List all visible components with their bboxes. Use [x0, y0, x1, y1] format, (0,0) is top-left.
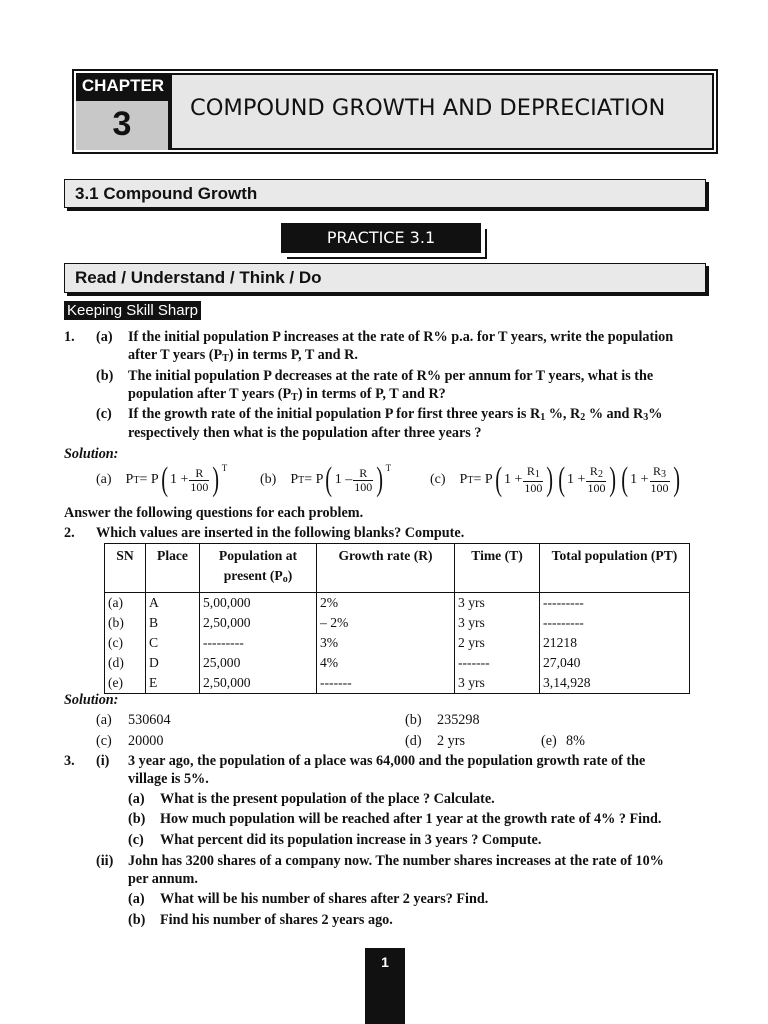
table-cell: A — [146, 593, 200, 614]
answer-d-label: (d) — [405, 733, 422, 749]
instructions: Answer the following questions for each problem. — [64, 505, 364, 521]
table-cell: 3% — [317, 633, 455, 653]
section-title: 3.1 Compound Growth — [64, 179, 706, 208]
answer-b: 235298 — [437, 712, 480, 728]
keeping-skill-sharp-label: Keeping Skill Sharp — [64, 301, 201, 320]
q1b-line1: The initial population P decreases at the rate of R% per annum for T years, what is the — [128, 368, 654, 384]
q3i-line2: village is 5%. — [128, 771, 209, 787]
q1c-label: (c) — [96, 406, 112, 422]
table-cell: (e) — [105, 673, 146, 694]
table-cell: – 2% — [317, 613, 455, 633]
table-header: Total population (PT) — [540, 544, 690, 593]
answer-a-label: (a) — [96, 712, 112, 728]
table-cell: 25,000 — [200, 653, 317, 673]
table-cell: ------- — [455, 653, 540, 673]
q3ia-label: (a) — [128, 791, 145, 807]
answer-e: 8% — [566, 733, 585, 749]
q3ii-line1: John has 3200 shares of a company now. The number shares increases at the rate of 10% — [128, 853, 664, 869]
q3iia-label: (a) — [128, 891, 145, 907]
q3i-line1: 3 year ago, the population of a place was 64,000 and the population growth rate of the — [128, 753, 646, 769]
formula-a: (a) P T = P ( 1 + $\frac{R}{100}$ ) T — [96, 461, 228, 498]
table-cell: 2,50,000 — [200, 673, 317, 694]
q2-text: Which values are inserted in the following blanks? Compute. — [96, 525, 465, 541]
table-row — [105, 653, 690, 673]
table-cell: 3,14,928 — [540, 673, 690, 694]
q3-number: 3. — [64, 753, 75, 769]
table-header: Time (T) — [455, 544, 540, 593]
table-row — [105, 613, 690, 633]
table-row — [105, 633, 690, 653]
practice-label: PRACTICE 3.1 — [281, 223, 481, 253]
table-cell: D — [146, 653, 200, 673]
table-cell: 3 yrs — [455, 593, 540, 614]
table-row — [105, 593, 690, 614]
table-cell: (b) — [105, 613, 146, 633]
q3i-label: (i) — [96, 753, 110, 769]
chapter-title: COMPOUND GROWTH AND DEPRECIATION — [190, 95, 666, 121]
q3ic-text: What percent did its population increase in 3 years ? Compute. — [160, 832, 542, 848]
answer-b-label: (b) — [405, 712, 422, 728]
q1a-line2: after T years $(P_T)$ in terms P, T and R. — [128, 347, 358, 364]
q2-number: 2. — [64, 525, 75, 541]
page-number: 1 — [365, 948, 405, 1024]
answer-c-label: (c) — [96, 733, 112, 749]
q1a-line1: If the initial population P increases at the rate of R% p.a. for T years, write the population — [128, 329, 674, 345]
rutd-title: Read / Understand / Think / Do — [64, 263, 706, 293]
table-cell: 27,040 — [540, 653, 690, 673]
table-cell: (a) — [105, 593, 146, 614]
table-cell: --------- — [540, 613, 690, 633]
q3ic-label: (c) — [128, 832, 144, 848]
q3iia-text: What will be his number of shares after 2 years? Find. — [160, 891, 489, 907]
q1b-label: (b) — [96, 368, 114, 384]
table-cell: (d) — [105, 653, 146, 673]
answer-e-label: (e) — [541, 733, 557, 749]
chapter-label: CHAPTER — [76, 73, 170, 99]
formula-c: (c) P T = P ( 1 + $\frac{R_1}{100}$ ) ( 1 + $\frac{R_2}{100}$ ) ( 1 + $\frac{R_3}{100}$ ) — [430, 461, 680, 498]
table-cell: 2,50,000 — [200, 613, 317, 633]
table-cell: (c) — [105, 633, 146, 653]
q3ia-text: What is the present population of the place ? Calculate. — [160, 791, 495, 807]
q3iib-text: Find his number of shares 2 years ago. — [160, 912, 393, 928]
solution-label-1: Solution: — [64, 446, 119, 462]
q1a-label: (a) — [96, 329, 113, 345]
table-header-row — [105, 544, 690, 593]
q3iib-label: (b) — [128, 912, 146, 928]
answer-c: 20000 — [128, 733, 164, 749]
table-header: Population at present $(P_o)$ — [200, 544, 317, 593]
population-table — [104, 543, 690, 694]
q1c-line2: respectively then what is the population after three years ? — [128, 425, 482, 441]
answer-d: 2 yrs — [437, 733, 465, 749]
table-header: Growth rate (R) — [317, 544, 455, 593]
table-header: SN — [105, 544, 146, 593]
answer-a: 530604 — [128, 712, 171, 728]
table-cell: 21218 — [540, 633, 690, 653]
table-cell: ------- — [317, 673, 455, 694]
q1b-line2: population after T years $(P_T)$ in terms of P, T and R? — [128, 386, 446, 403]
table-cell: B — [146, 613, 200, 633]
table-header: Place — [146, 544, 200, 593]
table-cell: 2 yrs — [455, 633, 540, 653]
solution-label-2: Solution: — [64, 692, 119, 708]
q3ib-text: How much population will be reached after 1 year at the growth rate of 4% ? Find. — [160, 811, 662, 827]
q1c-line1: If the growth rate of the initial population P for first three years is $R_1$ %, $R_2$ % and $R_3\%$ — [128, 406, 663, 423]
chapter-number: 3 — [112, 105, 132, 143]
table-row — [105, 673, 690, 694]
table-cell: 3 yrs — [455, 613, 540, 633]
table-cell: --------- — [200, 633, 317, 653]
q3ib-label: (b) — [128, 811, 146, 827]
table-cell: 4% — [317, 653, 455, 673]
table-cell: 3 yrs — [455, 673, 540, 694]
q3ii-label: (ii) — [96, 853, 114, 869]
table-cell: 2% — [317, 593, 455, 614]
table-cell: C — [146, 633, 200, 653]
table-cell: --------- — [540, 593, 690, 614]
table-cell: 5,00,000 — [200, 593, 317, 614]
table-cell: E — [146, 673, 200, 694]
formula-b: (b) P T = P ( 1 – $\frac{R}{100}$ ) T — [260, 461, 392, 498]
q1-number: 1. — [64, 329, 75, 345]
chapter-divider — [170, 73, 172, 150]
q3ii-line2: per annum. — [128, 871, 198, 887]
